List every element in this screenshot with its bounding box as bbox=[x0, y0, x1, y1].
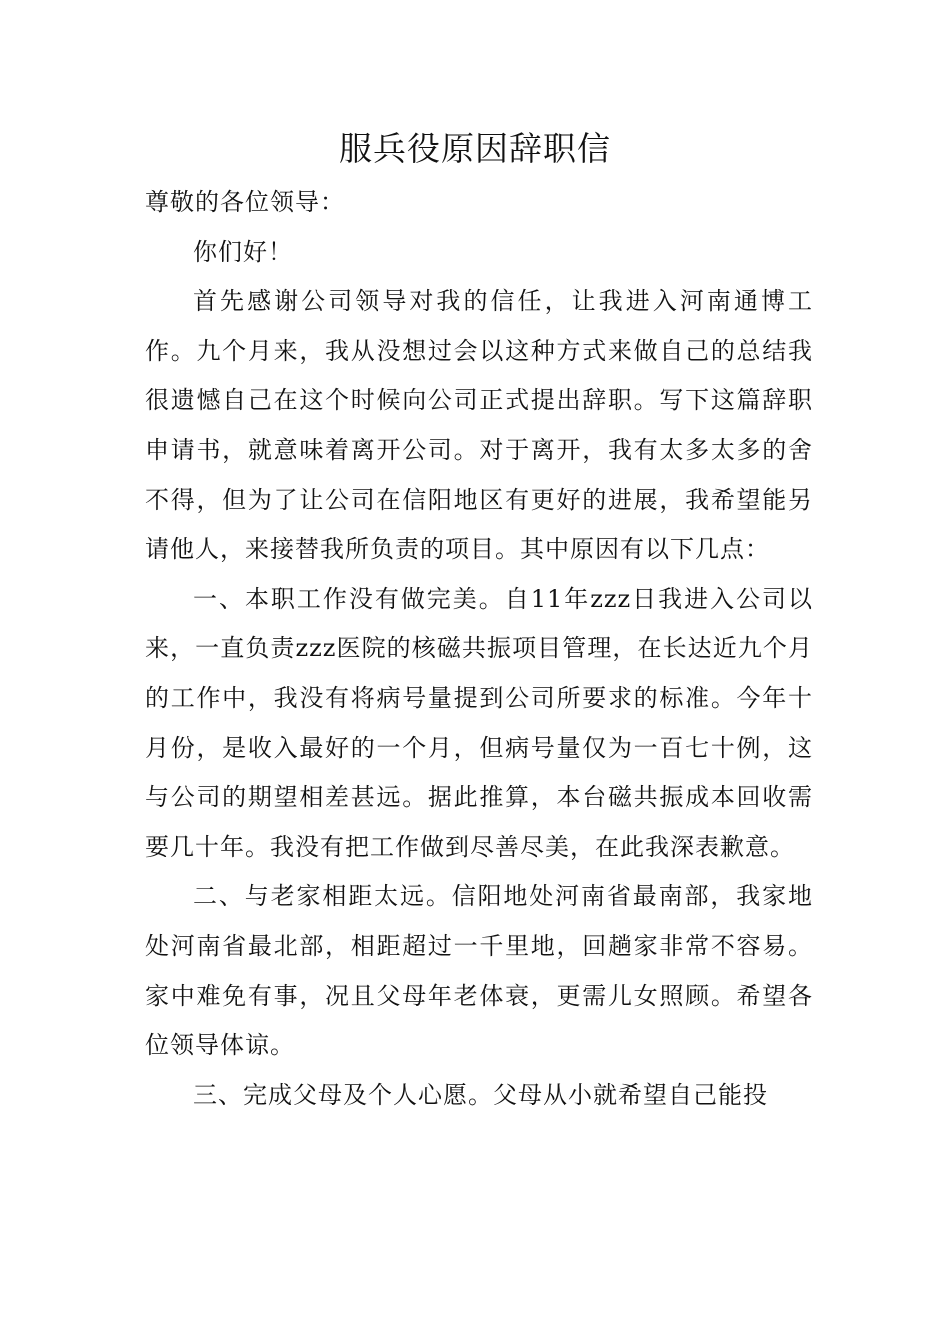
reason-three-paragraph: 三、完成父母及个人心愿。父母从小就希望自己能投 bbox=[193, 1080, 768, 1109]
reason-one-paragraph: 一、本职工作没有做完美。自11年zzz日我进入公司以来，一直负责zzz医院的核磁共振项目管理，在长达近九个月的工作中，我没有将病号量提到公司所要求的标准。今年十月份，是收入最好的一个月，但病号量仅为一百七十例，这与公司的期望相差甚远。据此推算，本台磁共振成本回收需要几十年。我没有把工作做到尽善尽美，在此我深表歉意。 bbox=[145, 584, 813, 861]
document-title: 服兵役原因辞职信 bbox=[339, 129, 611, 168]
intro-paragraph: 首先感谢公司领导对我的信任，让我进入河南通博工作。九个月来，我从没想过会以这种方式来做自己的总结我很遗憾自己在这个时候向公司正式提出辞职。写下这篇辞职申请书，就意味着离开公司。对于离开，我有太多太多的舍不得，但为了让公司在信阳地区有更好的进展，我希望能另请他人，来接替我所负责的项目。其中原因有以下几点： bbox=[145, 287, 813, 564]
salutation: 尊敬的各位领导： bbox=[145, 188, 345, 216]
letter-body bbox=[145, 178, 813, 1120]
greeting-paragraph: 你们好！ bbox=[193, 237, 293, 266]
reason-two-paragraph: 二、与老家相距太远。信阳地处河南省最南部，我家地处河南省最北部，相距超过一千里地，回趟家非常不容易。家中难免有事，况且父母年老体衰，更需儿女照顾。希望各位领导体谅。 bbox=[145, 882, 813, 1060]
